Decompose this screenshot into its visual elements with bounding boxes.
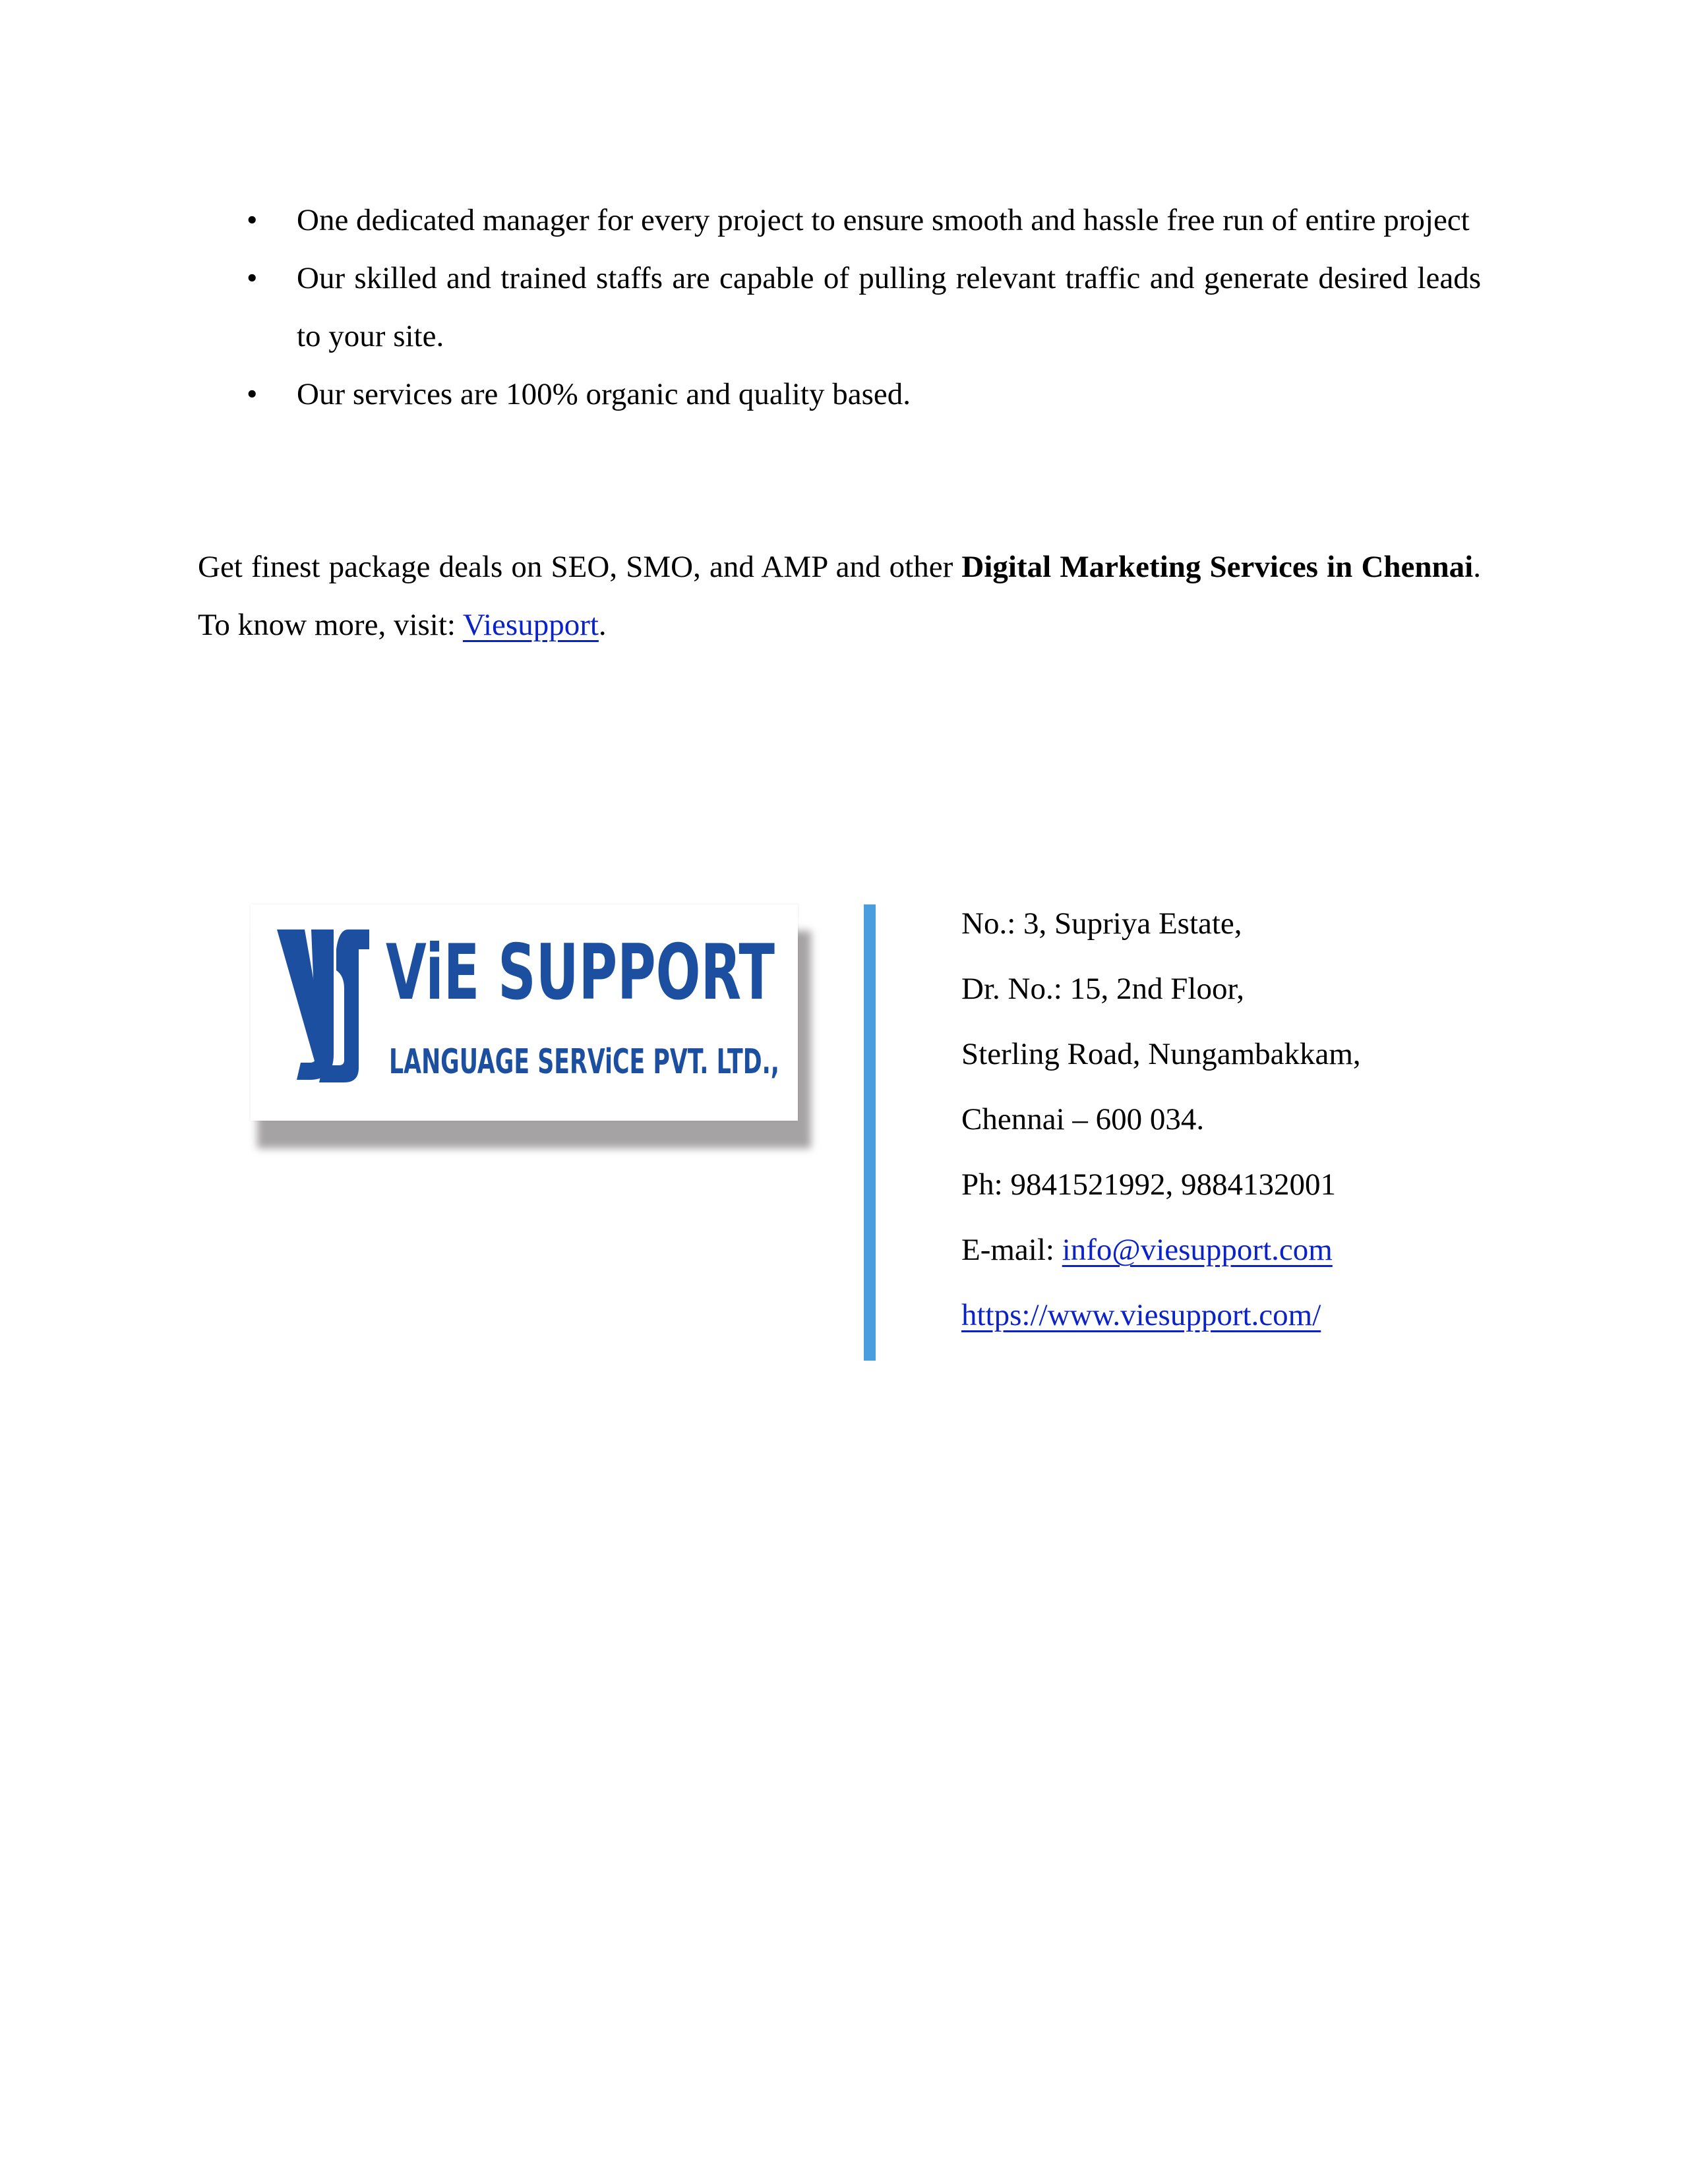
vertical-divider: [864, 904, 876, 1361]
list-item: [198, 249, 1481, 365]
address-line-3: Sterling Road, Nungambakkam,: [961, 1037, 1361, 1071]
website-row: [961, 1283, 1361, 1348]
viesupport-link[interactable]: Viesupport: [462, 608, 599, 642]
bullet-icon: •: [247, 261, 258, 295]
vs-monogram-icon: [277, 930, 369, 1082]
list-item-text: Our skilled and trained staffs are capable of pulling relevant traffic and generate desired leads to your site.: [297, 261, 1481, 353]
contact-details: [961, 891, 1361, 1348]
email-label: E-mail:: [961, 1233, 1062, 1267]
address-line-2: Dr. No.: 15, 2nd Floor,: [961, 972, 1244, 1006]
bullet-icon: •: [247, 377, 258, 411]
promo-text-start: Get finest package deals on SEO, SMO, and AMP and other: [198, 550, 962, 584]
email-link[interactable]: info@viesupport.com: [1062, 1233, 1333, 1267]
company-logo: [270, 910, 791, 1107]
list-item-text: One dedicated manager for every project to ensure smooth and hassle free run of entire project: [297, 203, 1470, 237]
website-link[interactable]: https://www.viesupport.com/: [961, 1298, 1321, 1332]
logo-name: ViE SUPPORT: [386, 928, 775, 1017]
list-item-text: Our services are 100% organic and quality based.: [297, 377, 911, 411]
address-line-4: Chennai – 600 034.: [961, 1102, 1205, 1136]
list-item: [198, 365, 1481, 423]
address-line-1: No.: 3, Supriya Estate,: [961, 906, 1242, 941]
promo-text-middle: . To know more, visit:: [198, 550, 1481, 642]
phone-numbers: Ph: 9841521992, 9884132001: [961, 1167, 1336, 1202]
promo-bold-text: Digital Marketing Services in Chennai: [961, 550, 1474, 584]
promo-text-end: .: [598, 608, 607, 642]
benefits-list: [198, 191, 1481, 423]
logo-tagline: LANGUAGE SERViCE PVT. LTD.,: [389, 1042, 779, 1082]
email-row: [961, 1218, 1361, 1283]
promo-paragraph: [198, 538, 1481, 654]
list-item: [198, 191, 1481, 249]
bullet-icon: •: [247, 203, 258, 237]
